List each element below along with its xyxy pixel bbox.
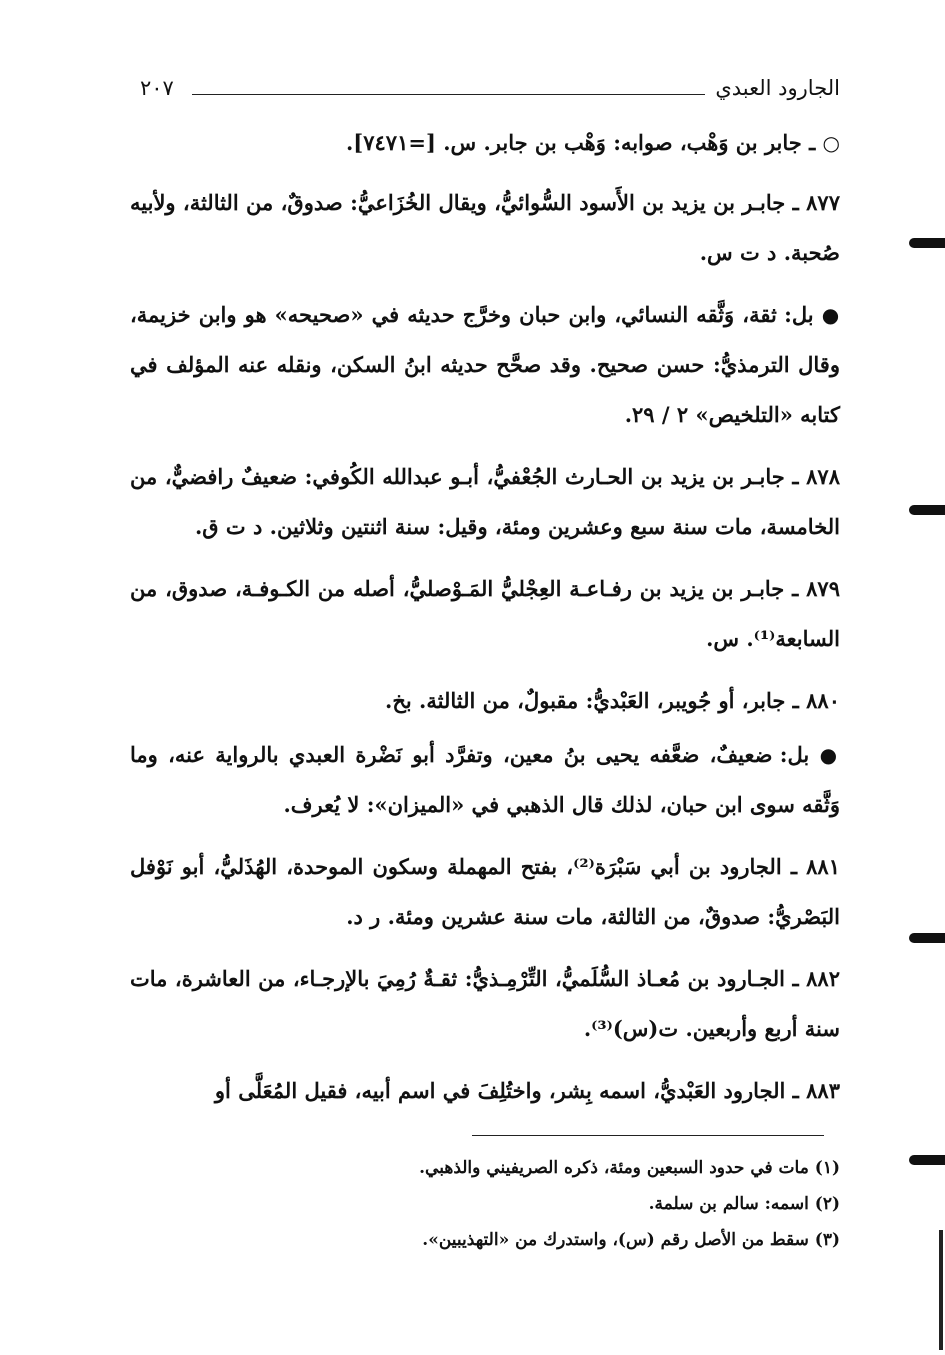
correction-paragraph: [130, 290, 840, 440]
entry-text: بل: ضعيفٌ، ضعَّفه يحيى بنُ معين، وتفرَّد أبو نَضْرة العبدي بالرواية عنه، وما وَثَّقه سوى ابن حبان، لذلك قال الذهبي في «الميزان»: لا يُعرف.: [130, 742, 840, 817]
running-title: الجارود العبدي: [715, 76, 840, 100]
entry-text: ٨٧٧ ـ جابـر بن يزيد بن الأَسود السُّوائيُّ، ويقال الخُزَاعيُّ: صدوقٌ، من الثالثة، ولأبيه صُحبة. د ت س.: [130, 190, 840, 265]
entry-paragraph: [130, 954, 840, 1054]
entry-paragraph: [130, 1066, 840, 1116]
scan-edge-line: [939, 1230, 943, 1350]
scan-artifact-mark: [909, 933, 945, 943]
footnote-separator: [472, 1135, 824, 1136]
entry-text: بل: ثقة، وَثَّقه النسائي، وابن حبان وخرَّج حديثه في «صحيحه» هو وابن خزيمة، وقال الترمذيُّ: حسن صحيح. وقد صحَّح حديثه ابنُ السكن، ونقله عنه المؤلف في كتابه «التلخيص» ٢ / ٢٩.: [130, 302, 840, 427]
scan-artifact-mark: [909, 505, 945, 515]
header-rule: [192, 94, 705, 95]
scan-artifact-mark: [909, 1155, 945, 1165]
entry-text: ٨٨٠ ـ جابر، أو جُويبر، العَبْديُّ: مقبولٌ، من الثالثة. بخ.: [385, 688, 840, 713]
entry-text: ٨٧٨ ـ جابـر بن يزيد بن الحـارث الجُعْفيُّ، أبـو عبدالله الكُوفي: ضعيفٌ رافضيٌّ، من الخامسة، مات سنة سبع وعشرين ومئة، وقيل: سنة اثنتين وثلاثين. د ت ق.: [130, 464, 840, 539]
footnote: (٣) سقط من الأصل رقم (س)، واستدرك من «التهذيبين».: [422, 1230, 840, 1250]
entry-text: ٨٧٩ ـ جابـر بن يزيد بن رفـاعـة العِجْليُّ المَـوْصليُّ، أصله من الكـوفـة، صدوق، من السابعة⁽¹⁾. س.: [130, 576, 840, 651]
bullet-dot-icon: ●: [819, 743, 841, 767]
entry-text: ٨٨٢ ـ الجـارود بن مُعـاذ السُّلَميُّ، التِّرْمِـذيُّ: ثقـةٌ رُمِيَ بالإرجـاء، من العاشرة، مات سنة أربع وأربعين. ت(س)⁽³⁾.: [130, 966, 840, 1041]
entry-paragraph: [130, 564, 840, 664]
correction-paragraph: [130, 730, 840, 830]
page-number: ٢٠٧: [140, 76, 174, 100]
page-header: [140, 70, 840, 110]
entry-paragraph: [130, 120, 840, 166]
page-body: [130, 120, 840, 1116]
footnotes: [200, 1150, 840, 1258]
entry-text: ـ جابر بن وَهْب، صوابه: وَهْب بن جابر. س. [=٧٤٧١].: [346, 130, 816, 155]
entry-paragraph: [130, 178, 840, 278]
scan-artifact-mark: [909, 238, 945, 248]
footnote: (٢) اسمه: سالم بن سلمة.: [648, 1194, 840, 1214]
footnote: (١) مات في حدود السبعين ومئة، ذكره الصريفيني والذهبي.: [419, 1158, 840, 1178]
entry-paragraph: [130, 842, 840, 942]
bullet-dot-icon: ●: [821, 303, 840, 327]
entry-text: ٨٨١ ـ الجارود بن أبي سَبْرَة⁽²⁾، بفتح المهملة وسكون الموحدة، الهُذَليُّ، أبو نَوْفل البَصْريُّ: صدوقٌ، من الثالثة، مات سنة عشرين ومئة. ر د.: [130, 854, 840, 929]
entry-text: ٨٨٣ ـ الجارود العَبْديُّ، اسمه بِشر، واختُلِفَ في اسم أبيه، فقيل المُعَلَّى أو: [214, 1078, 840, 1103]
entry-paragraph: [130, 676, 840, 726]
circle-marker-icon: ○: [822, 131, 840, 155]
entry-paragraph: [130, 452, 840, 552]
